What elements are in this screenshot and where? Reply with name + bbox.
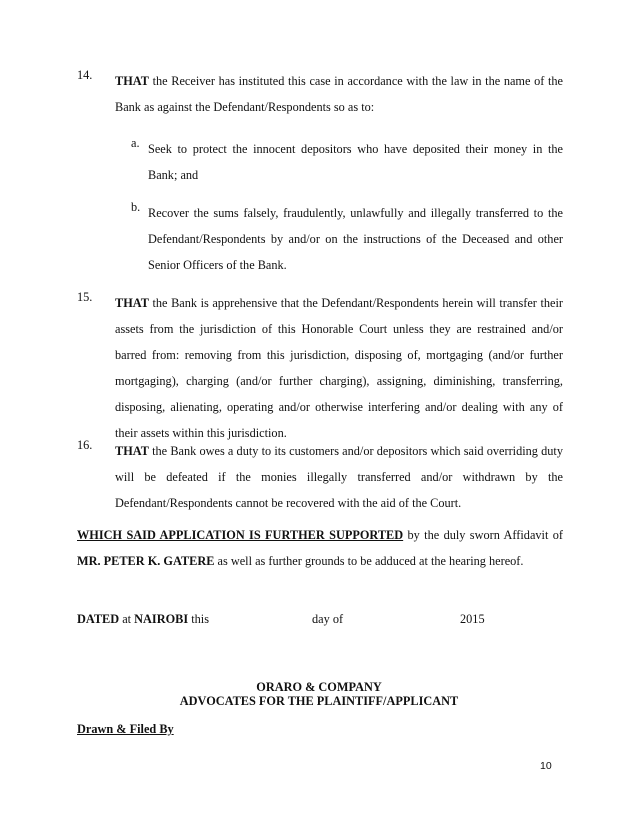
paragraph-15	[77, 290, 563, 446]
paragraph-number: 15.	[77, 290, 93, 304]
page-number: 10	[540, 760, 552, 772]
dated-line	[77, 612, 209, 627]
support-heading: WHICH SAID APPLICATION IS FURTHER SUPPORTED	[77, 528, 404, 542]
support-text-2: as well as further grounds to be adduced at the hearing hereof.	[214, 554, 524, 568]
paragraph-number: 14.	[77, 68, 93, 82]
paragraph-body: the Bank is apprehensive that the Defendant/Respondents herein will transfer their assets from the jurisdiction of this Honorable Court unless they are restrained and/or barred from: removing from this jurisdiction, disposing of, mortgaging (and/or further mortgaging), charging (and/or further charging), assigning, diminishing, transferring, disposing, alienating, operating and/or otherwise interfering and/or dealing with any of their assets within this jurisdiction.	[115, 296, 563, 440]
paragraph-16	[77, 438, 563, 516]
paragraph-lead: THAT	[115, 74, 149, 88]
list-item-label: b.	[131, 200, 141, 214]
dated-day-of: day of	[312, 612, 344, 626]
list-item-b	[131, 200, 563, 278]
paragraph-body: the Receiver has instituted this case in accordance with the law in the name of the Bank as against the Defendant/Respondents so as to:	[115, 74, 563, 114]
affiant-name: MR. PETER K. GATERE	[77, 554, 215, 568]
paragraph-14	[77, 68, 563, 120]
firm-role: ADVOCATES FOR THE PLAINTIFF/APPLICANT	[179, 694, 459, 708]
drawn-filed-by: Drawn & Filed By	[77, 722, 174, 736]
paragraph-text	[115, 68, 563, 120]
dated-this: this	[188, 612, 209, 626]
list-item-text: Seek to protect the innocent depositors who have deposited their money in the Bank; and	[148, 142, 563, 182]
list-item-a	[131, 136, 563, 188]
paragraph-lead: THAT	[115, 444, 149, 458]
support-statement	[77, 522, 563, 574]
firm-name: ORARO & COMPANY	[256, 680, 382, 694]
paragraph-body: the Bank owes a duty to its customers and/or depositors which said overriding duty will be defeated if the monies illegally transferred and/or withdrawn by the Defendant/Respondents cannot be recovered with the aid of the Court.	[115, 444, 563, 510]
paragraph-text	[115, 290, 563, 446]
dated-place: NAIROBI	[134, 612, 189, 626]
paragraph-text	[115, 438, 563, 516]
dated-year: 2015	[460, 612, 485, 626]
dated-at: at	[119, 612, 135, 626]
support-text-1: by the duly sworn Affidavit of	[403, 528, 563, 542]
list-item-label: a.	[131, 136, 140, 150]
list-item-text: Recover the sums falsely, fraudulently, unlawfully and illegally transferred to the Defendant/Respondents by and/or on the instructions of the Deceased and other Senior Officers of the Bank.	[148, 206, 563, 272]
dated-word: DATED	[77, 612, 120, 626]
paragraph-number: 16.	[77, 438, 93, 452]
paragraph-lead: THAT	[115, 296, 149, 310]
